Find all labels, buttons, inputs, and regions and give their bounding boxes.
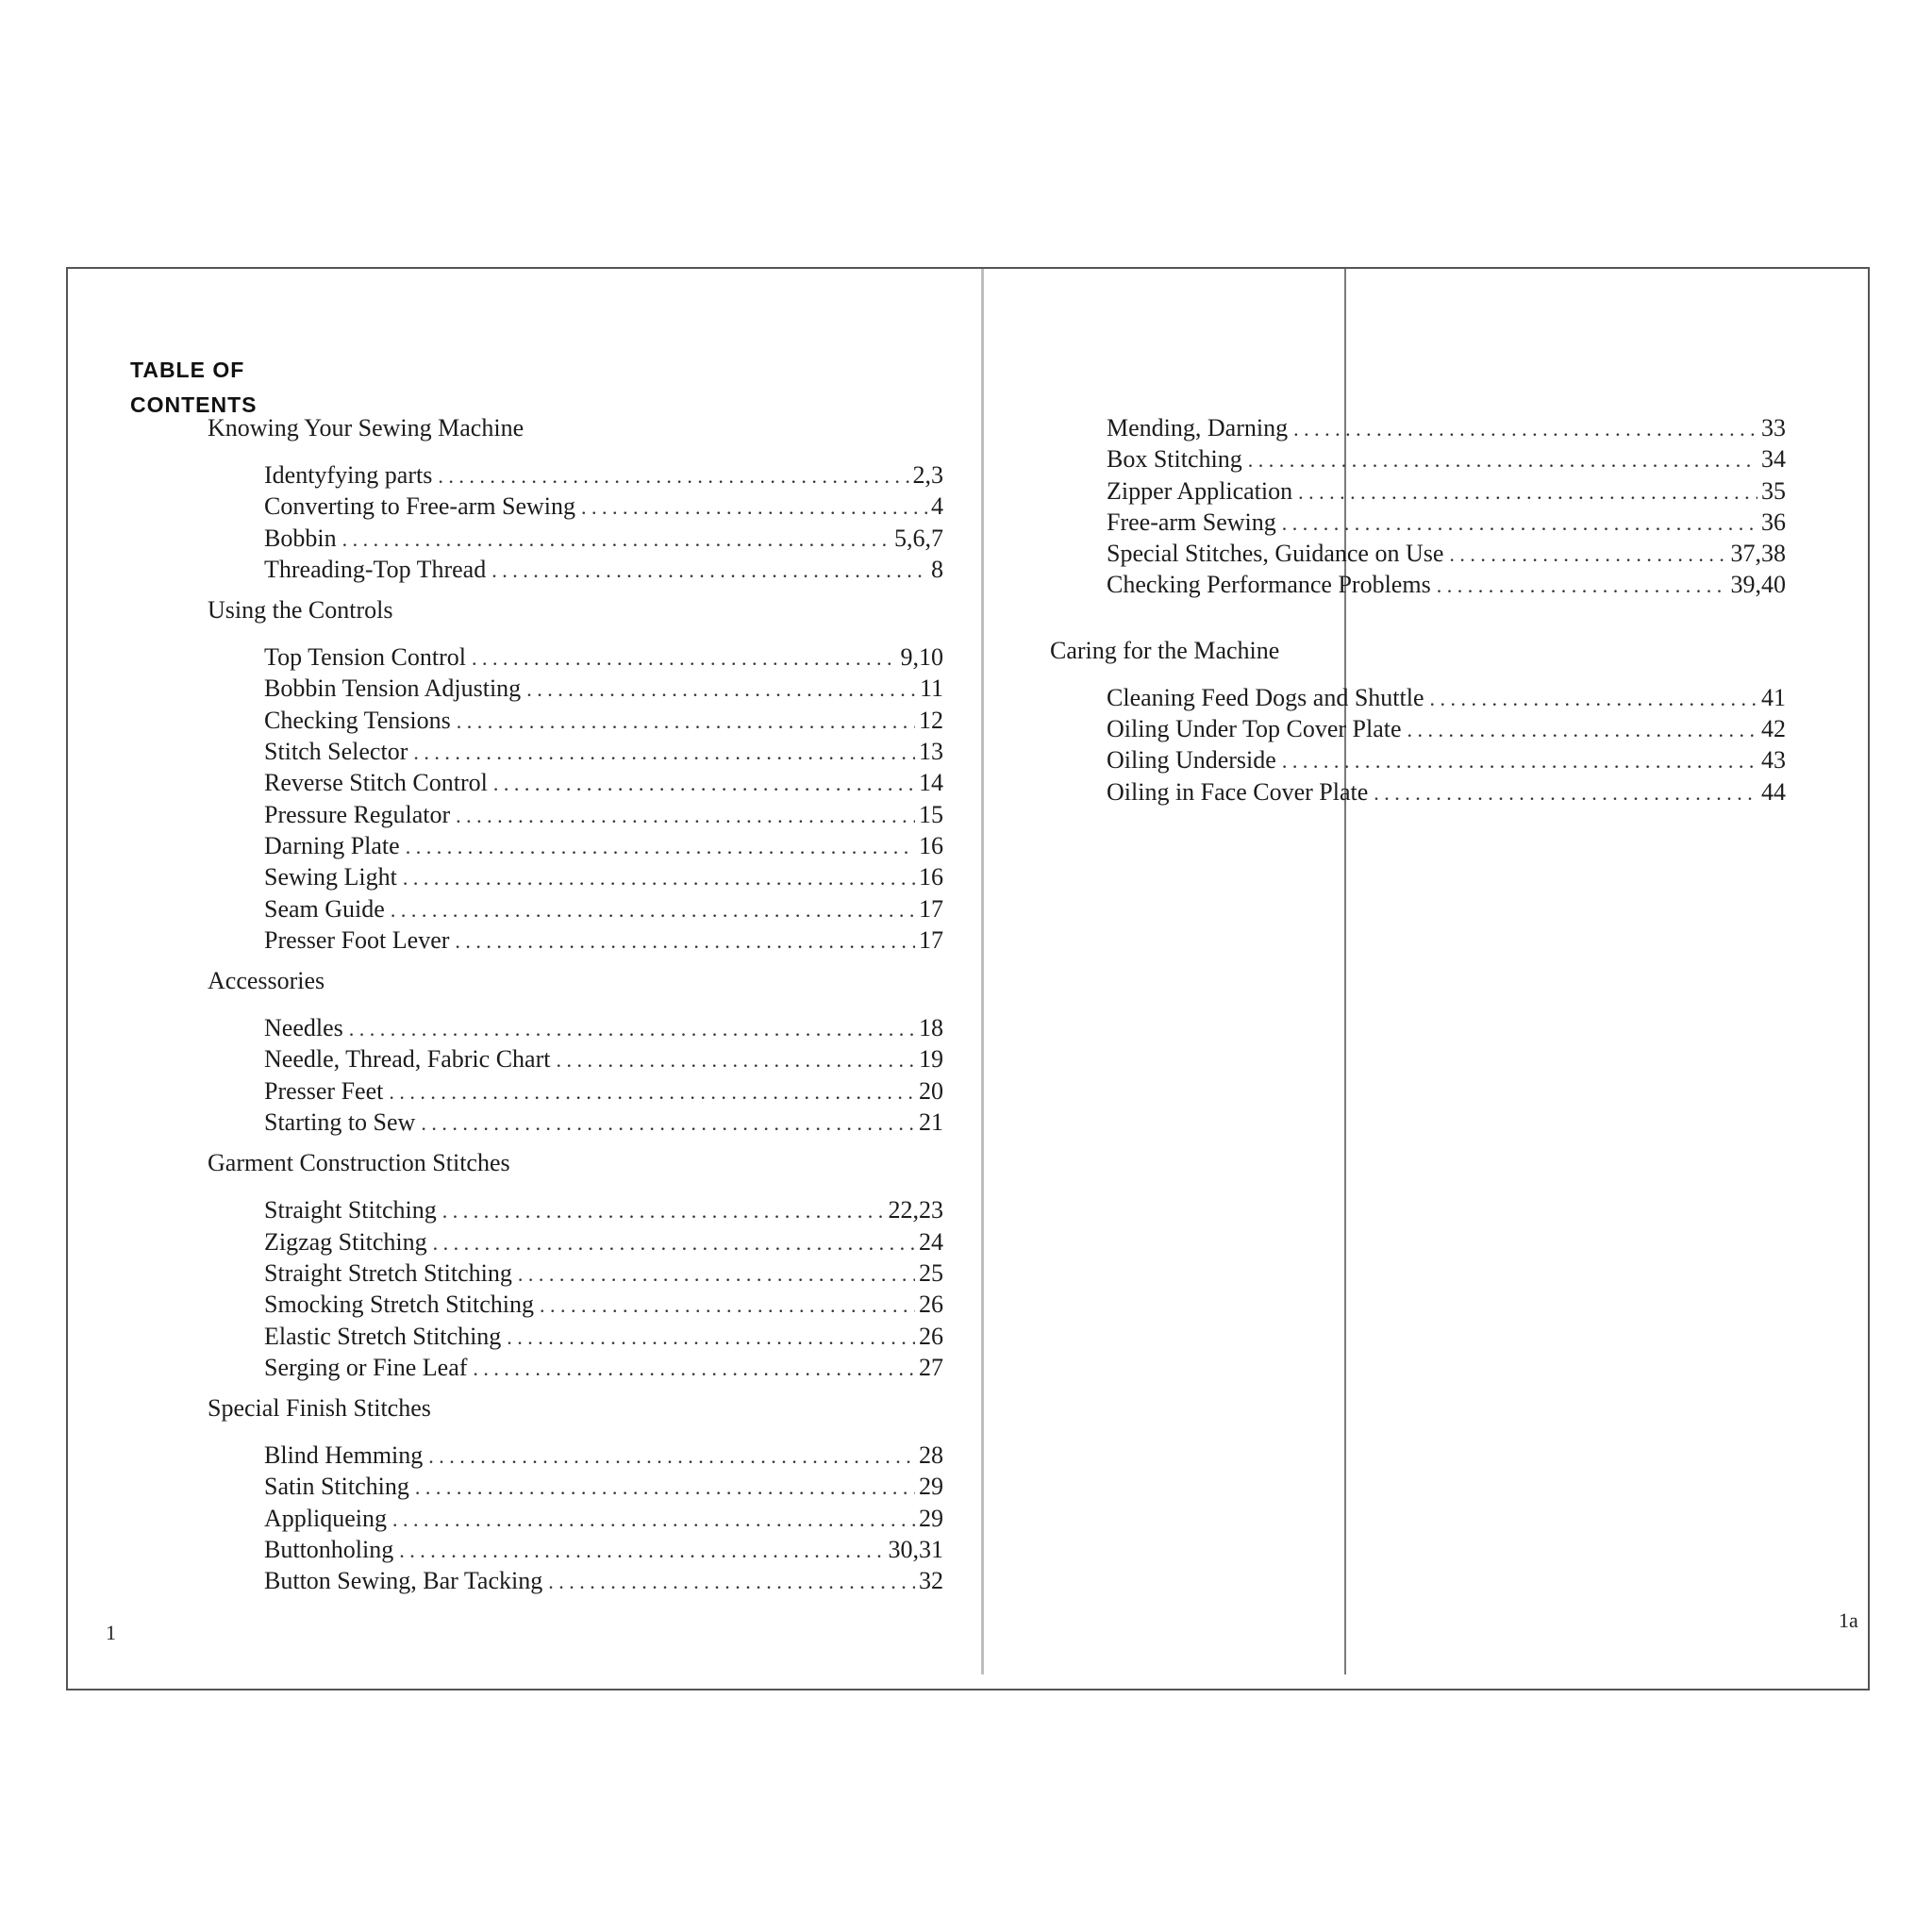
entry-page: 13 (919, 738, 943, 766)
toc-entry (1107, 508, 1786, 539)
dot-leader (556, 1045, 915, 1075)
entry-label: Zigzag Stitching (264, 1227, 427, 1256)
dot-leader (392, 1505, 915, 1535)
entry-page: 14 (919, 769, 943, 797)
entry-page: 39,40 (1730, 571, 1786, 599)
entry-label: Blind Hemming (264, 1441, 424, 1470)
dot-leader (491, 556, 927, 586)
toc-section (208, 413, 943, 586)
center-fold (981, 269, 984, 1674)
entry-label: Buttonholing (264, 1536, 394, 1564)
dot-leader (1293, 414, 1757, 444)
entry-page: 28 (919, 1441, 943, 1470)
entry-label: Bobbin (264, 524, 337, 552)
dot-leader (1298, 477, 1757, 508)
dot-leader (581, 492, 927, 523)
entry-page: 29 (919, 1473, 943, 1501)
entry-label: Stitch Selector (264, 738, 408, 766)
toc-entry (264, 1076, 943, 1108)
section-heading: Accessories (208, 967, 325, 995)
entry-label: Satin Stitching (264, 1473, 409, 1501)
entry-page: 33 (1761, 414, 1786, 441)
section-heading: Knowing Your Sewing Machine (208, 414, 525, 441)
entry-label: Box Stitching (1107, 445, 1242, 474)
dot-leader (457, 707, 915, 737)
toc-entry (264, 768, 943, 799)
dot-leader (548, 1567, 915, 1597)
toc-entry (1107, 745, 1786, 776)
dot-leader (518, 1259, 915, 1290)
toc-entry (264, 1258, 943, 1290)
entry-page: 44 (1761, 777, 1786, 806)
entry-page: 24 (919, 1227, 943, 1256)
dot-leader (399, 1536, 884, 1566)
toc-entry (264, 555, 943, 586)
toc-entry (264, 925, 943, 957)
page-number-right: 1a (1839, 1608, 1858, 1632)
entry-label: Oiling Under Top Cover Plate (1107, 715, 1402, 743)
dot-leader (406, 832, 915, 862)
entry-label: Zipper Application (1107, 476, 1293, 505)
dot-leader (456, 801, 915, 831)
toc-section (208, 1148, 943, 1384)
entry-label: Checking Performance Problems (1107, 571, 1431, 599)
dot-leader (433, 1228, 915, 1258)
entry-label: Presser Foot Lever (264, 925, 450, 954)
toc-entry (264, 831, 943, 862)
entry-label: Elastic Stretch Stitching (264, 1322, 502, 1350)
entry-page: 22,23 (888, 1196, 943, 1224)
entry-label: Free-arm Sewing (1107, 508, 1276, 536)
entry-label: Darning Plate (264, 831, 400, 859)
toc-title-line-2: CONTENTS (130, 392, 258, 417)
toc-entry (264, 1504, 943, 1535)
toc-title (130, 353, 258, 423)
toc-entry (264, 460, 943, 491)
entry-page: 34 (1761, 445, 1786, 474)
entry-page: 37,38 (1730, 540, 1786, 568)
dot-leader (421, 1108, 915, 1139)
entry-page: 2,3 (912, 461, 943, 489)
entry-label: Button Sewing, Bar Tacking (264, 1567, 543, 1595)
toc-entry (264, 1353, 943, 1384)
right-sections (1050, 636, 1786, 808)
entry-label: Presser Feet (264, 1076, 384, 1105)
toc-entry (1107, 476, 1786, 508)
entry-page: 27 (919, 1353, 943, 1381)
dot-leader (442, 1196, 885, 1226)
dot-leader (438, 461, 908, 491)
dot-leader (428, 1441, 915, 1472)
toc-entry (1107, 539, 1786, 570)
entry-page: 29 (919, 1504, 943, 1532)
entry-page: 17 (919, 925, 943, 954)
dot-leader (349, 1014, 915, 1044)
toc-entry (264, 1227, 943, 1258)
dot-leader (540, 1291, 915, 1321)
entry-page: 12 (919, 706, 943, 734)
toc-entry (264, 524, 943, 555)
toc-section (208, 1393, 943, 1597)
section-heading: Caring for the Machine (1050, 636, 1280, 664)
entry-page: 35 (1761, 476, 1786, 505)
entry-label: Smocking Stretch Stitching (264, 1291, 534, 1319)
dot-leader (1449, 540, 1726, 570)
entry-label: Bobbin Tension Adjusting (264, 675, 522, 703)
entry-page: 20 (919, 1076, 943, 1105)
toc-entry (1107, 777, 1786, 808)
entry-page: 36 (1761, 508, 1786, 536)
dot-leader (472, 643, 897, 674)
entry-label: Starting to Sew (264, 1108, 416, 1137)
dot-leader (493, 769, 915, 799)
toc-entry (1107, 683, 1786, 714)
entry-page: 17 (919, 894, 943, 923)
toc-section (208, 595, 943, 957)
toc-section (208, 966, 943, 1139)
entry-label: Needle, Thread, Fabric Chart (264, 1045, 551, 1074)
entry-label: Straight Stretch Stitching (264, 1258, 512, 1287)
entry-page: 16 (919, 831, 943, 859)
toc-entry (264, 1535, 943, 1566)
toc-section (1050, 636, 1786, 808)
toc-entry (264, 1472, 943, 1503)
toc-entry (264, 706, 943, 737)
entry-label: Needles (264, 1014, 343, 1042)
entry-label: Oiling in Face Cover Plate (1107, 777, 1369, 806)
toc-entry (264, 674, 943, 705)
toc-entry (264, 642, 943, 674)
dot-leader (1407, 715, 1757, 745)
toc-entry (264, 1566, 943, 1597)
entry-page: 9,10 (900, 643, 943, 672)
entry-label: Reverse Stitch Control (264, 769, 488, 797)
entry-label: Threading-Top Thread (264, 555, 487, 583)
toc-title-line-1: TABLE OF (130, 358, 245, 382)
section-heading: Garment Construction Stitches (208, 1149, 510, 1177)
toc-entry (264, 1044, 943, 1075)
dot-leader (507, 1323, 915, 1353)
dot-leader (403, 863, 915, 893)
dot-leader (415, 1473, 915, 1503)
toc-entry (1107, 444, 1786, 475)
toc-entry (264, 491, 943, 523)
dot-leader (1437, 571, 1727, 601)
dot-leader (391, 895, 915, 925)
entry-page: 8 (931, 555, 943, 583)
entry-label: Checking Tensions (264, 706, 451, 734)
toc-entry (264, 1441, 943, 1472)
section-heading: Special Finish Stitches (208, 1394, 431, 1423)
dot-leader (1282, 508, 1757, 539)
entry-page: 21 (919, 1108, 943, 1137)
dot-leader (342, 525, 891, 555)
dot-leader (413, 738, 915, 768)
dot-leader (1248, 445, 1757, 475)
entry-page: 15 (919, 800, 943, 828)
entry-page: 32 (919, 1567, 943, 1595)
entry-label: Cleaning Feed Dogs and Shuttle (1107, 683, 1424, 711)
entry-label: Identyfying parts (264, 461, 433, 489)
continued-entries (1050, 413, 1786, 602)
entry-page: 19 (919, 1045, 943, 1074)
entry-page: 43 (1761, 746, 1786, 774)
entry-label: Serging or Fine Leaf (264, 1353, 468, 1381)
dot-leader (455, 926, 915, 957)
toc-entry (1107, 570, 1786, 601)
entry-page: 16 (919, 863, 943, 891)
entry-page: 25 (919, 1258, 943, 1287)
entry-label: Seam Guide (264, 894, 385, 923)
toc-entry (1107, 714, 1786, 745)
right-column (1050, 413, 1786, 818)
entry-page: 5,6,7 (894, 524, 943, 552)
toc-entry (264, 1195, 943, 1226)
dot-leader (389, 1077, 915, 1108)
dot-leader (526, 675, 916, 705)
entry-label: Appliqueing (264, 1504, 387, 1532)
entry-label: Straight Stitching (264, 1196, 437, 1224)
toc-entry (264, 1013, 943, 1044)
toc-entry (264, 1290, 943, 1321)
toc-entry (264, 737, 943, 768)
entry-label: Oiling Underside (1107, 746, 1276, 774)
entry-page: 26 (919, 1322, 943, 1350)
entry-label: Mending, Darning (1107, 414, 1289, 441)
section-heading: Using the Controls (208, 596, 393, 625)
entry-page: 30,31 (888, 1536, 943, 1564)
toc-entry (264, 894, 943, 925)
toc-entry (264, 1108, 943, 1139)
entry-label: Sewing Light (264, 863, 397, 891)
entry-page: 42 (1761, 715, 1786, 743)
toc-entry (264, 800, 943, 831)
toc-entry (1107, 413, 1786, 444)
entry-label: Special Stitches, Guidance on Use (1107, 540, 1444, 568)
entry-label: Pressure Regulator (264, 800, 451, 828)
left-column (208, 413, 943, 1607)
page-number-left: 1 (106, 1621, 116, 1644)
entry-page: 11 (919, 675, 943, 703)
toc-entry (264, 862, 943, 893)
dot-leader (1282, 746, 1757, 776)
toc-entry (264, 1322, 943, 1353)
entry-page: 4 (931, 492, 943, 521)
dot-leader (473, 1354, 915, 1384)
entry-page: 41 (1761, 683, 1786, 711)
entry-label: Top Tension Control (264, 643, 466, 672)
entry-label: Converting to Free-arm Sewing (264, 492, 575, 521)
entry-page: 26 (919, 1291, 943, 1319)
entry-page: 18 (919, 1014, 943, 1042)
dot-leader (1374, 778, 1757, 808)
dot-leader (1430, 684, 1757, 714)
